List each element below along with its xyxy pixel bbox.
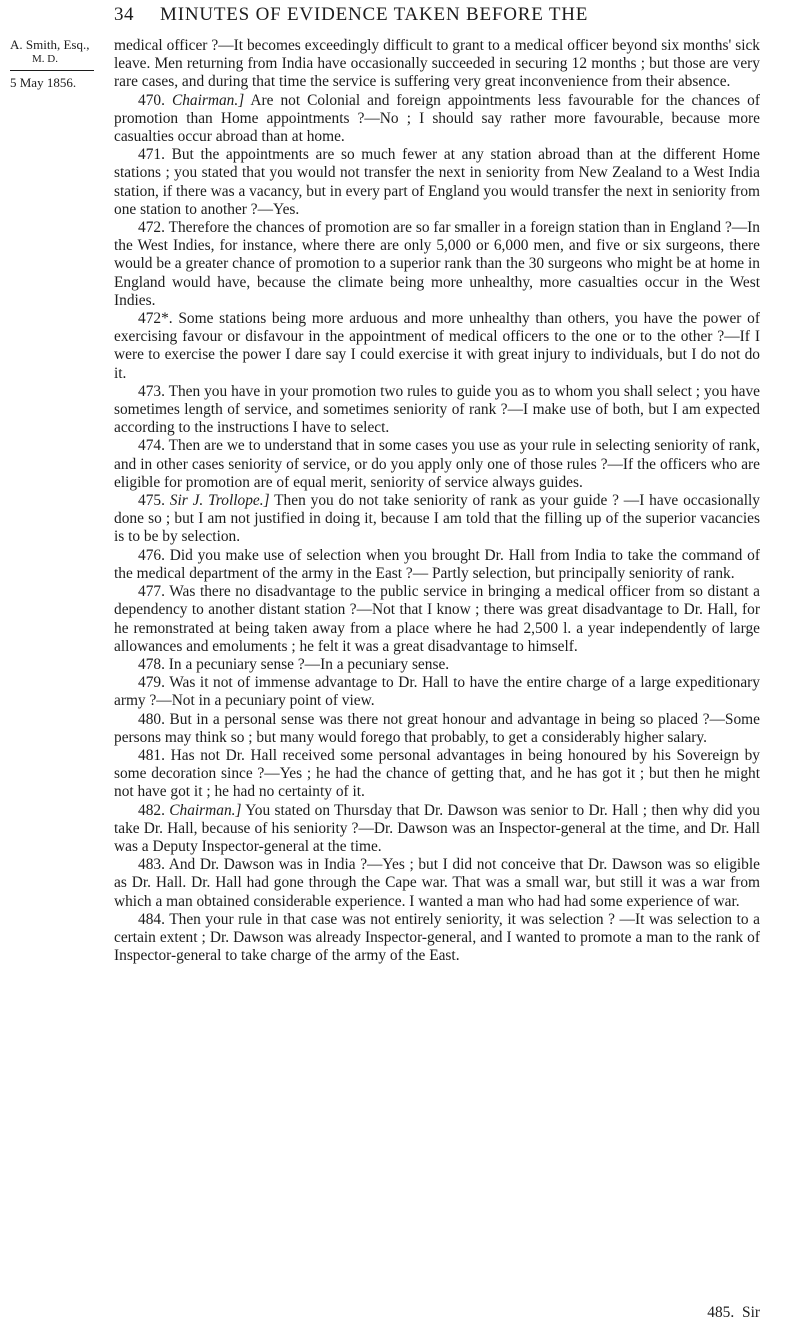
question-paragraph — [114, 711, 760, 747]
speaker-label: Sir J. Trollope.] — [169, 492, 270, 510]
paragraph-text: But in a personal sense was there not great honour and advantage in being so placed ?—Some persons may think so ; but many would forego that probably, to get a considerably higher salary. — [114, 710, 760, 746]
catchword: 485. Sir — [707, 1304, 760, 1321]
page-number: 34 — [114, 4, 134, 25]
paragraph-text: Was there no disadvantage to the public service in bringing a medical officer from so distant a dependency to another distant station ?—Not that I know ; there was great disadvantage to Dr. Hall, for he remonstrated at being taken away from a place where he had 2,500 l. a year independently of large allowances and emoluments ; he felt it was a great disadvantage to himself. — [114, 583, 760, 655]
paragraph-text: Some stations being more arduous and more unhealthy than others, you have the power of exercising favour or disfavour in the appointment of medical officers to the one or to the other ?—If I were to exercise the power I dare say I could exercise it with great injury to individuals, but I do not do it. — [114, 310, 760, 382]
question-number: 472. — [138, 219, 165, 237]
question-number: 471. — [138, 146, 165, 164]
question-paragraph — [114, 219, 760, 310]
paragraph-text: Did you make use of selection when you brought Dr. Hall from India to take the command of the medical department of the army in the East ?— Partly selection, but principally seniority of rank. — [114, 546, 760, 582]
question-number: 481. — [138, 746, 165, 764]
paragraph-text: Are not Colonial and foreign appointments less favourable for the chances of promotion than Home appointments ?—No ; I should say rather more favourable, because more casualties occur abroad than at home. — [114, 91, 761, 146]
speaker-label: Chairman.] — [171, 91, 245, 109]
margin-rule — [10, 70, 94, 71]
question-paragraph — [114, 437, 760, 492]
question-number: 477. — [138, 583, 165, 601]
running-title: MINUTES OF EVIDENCE TAKEN BEFORE THE — [160, 4, 589, 25]
question-paragraph — [114, 383, 760, 438]
question-number: 479. — [138, 674, 165, 692]
question-paragraph — [114, 547, 760, 583]
paragraph-text: But the appointments are so much fewer at any station abroad than at the different Home stations ; you stated that you would not transfer the next in seniority from New Zealand to a West India station, if there was a vacancy, but in every part of England you would transfer the next in seniority from one station to another ?—Yes. — [114, 146, 760, 218]
question-number: 475. — [138, 492, 165, 510]
paragraph-text: Then are we to understand that in some cases you use as your rule in selecting seniority of rank, and in other cases seniority of service, or do you apply only one of those rules ?—If the officers who are eligible for promotion are of equal merit, seniority of service always guides. — [114, 437, 760, 491]
question-number: 484. — [138, 910, 165, 928]
margin-witness: A. Smith, Esq., — [10, 37, 90, 52]
paragraph-text: Therefore the chances of promotion are so far smaller in a foreign station than in England ?—In the West Indies, for instance, where there are only 5,000 or 6,000 men, and five or six surgeons, there would be a greater chance of promotion to a superior rank than the 30 surgeons who might be at home in England would have, because the climate being more unhealthy, more casualties occur in the West Indies. — [114, 219, 760, 309]
question-number: 470. — [138, 91, 165, 109]
evidence-text — [114, 37, 760, 965]
question-number: 476. — [138, 546, 165, 564]
question-paragraph — [114, 37, 760, 92]
paragraph-text: In a pecuniary sense ?—In a pecuniary sense. — [168, 655, 450, 673]
question-number: 474. — [138, 437, 165, 455]
question-number: 478. — [138, 655, 165, 673]
paragraph-text: Has not Dr. Hall received some personal advantages in being honoured by his Sovereign by some decoration since ?—Yes ; he had the chance of getting that, and he has got it ; but then he might not have got it ; he had no certainty of it. — [114, 746, 760, 801]
paragraph-text: Then your rule in that case was not entirely seniority, it was selection ? —It was selection to a certain extent ; Dr. Dawson was already Inspector-general, and I wanted to promote a man to the rank of Inspector-general to take charge of the army of the East. — [114, 910, 760, 965]
question-paragraph — [114, 674, 760, 710]
question-paragraph — [114, 802, 760, 857]
question-paragraph — [114, 856, 760, 911]
question-paragraph — [114, 92, 760, 147]
question-paragraph — [114, 310, 760, 383]
question-number: 472*. — [138, 310, 173, 328]
paragraph-text: And Dr. Dawson was in India ?—Yes ; but I did not conceive that Dr. Dawson was so eligible as Dr. Hall. Dr. Hall had gone through the Cape war. That was a small war, but still it was a war from which a man obtained considerable experience. I wanted a man who had had some experience of war. — [114, 856, 760, 910]
paragraph-text: medical officer ?—It becomes exceedingly difficult to grant to a medical officer beyond six months' sick leave. Men returning from India have occasionally succeeded in securing 12 months ; but those are very rare cases, and during that time the service is suffering very great inconvenience from their absence. — [114, 37, 760, 91]
paragraph-text: Then you do not take seniority of rank as your guide ? —I have occasionally done so ; but I am not justified in doing it, because I am told that the filling up of the superior vacancies is to be by selection. — [114, 492, 760, 546]
margin-date: 5 May 1856. — [10, 75, 77, 90]
paragraph-text: Was it not of immense advantage to Dr. Hall to have the entire charge of a large expeditionary army ?—Not in a pecuniary point of view. — [114, 674, 760, 710]
question-number: 473. — [138, 382, 165, 400]
margin-degree: M. D. — [32, 53, 58, 65]
question-paragraph — [114, 747, 760, 802]
question-number: 483. — [138, 856, 165, 874]
margin-note — [10, 37, 102, 90]
question-number: 480. — [138, 710, 165, 728]
question-paragraph — [114, 492, 760, 547]
question-paragraph — [114, 656, 760, 674]
question-paragraph — [114, 583, 760, 656]
paragraph-text: You stated on Thursday that Dr. Dawson was senior to Dr. Hall ; then why did you take Dr. Hall, because of his seniority ?—Dr. Dawson was an Inspector-general at the time, and Dr. Hall was a Deputy Inspector-general at the time. — [114, 801, 760, 855]
speaker-label: Chairman.] — [169, 801, 242, 819]
question-paragraph — [114, 911, 760, 966]
question-number: 482. — [138, 801, 165, 819]
question-paragraph — [114, 146, 760, 219]
paragraph-text: Then you have in your promotion two rules to guide you as to whom you shall select ; you have sometimes length of service, and sometimes seniority of rank ?—I make use of both, but I am expected according to the instructions I have to select. — [114, 382, 760, 437]
